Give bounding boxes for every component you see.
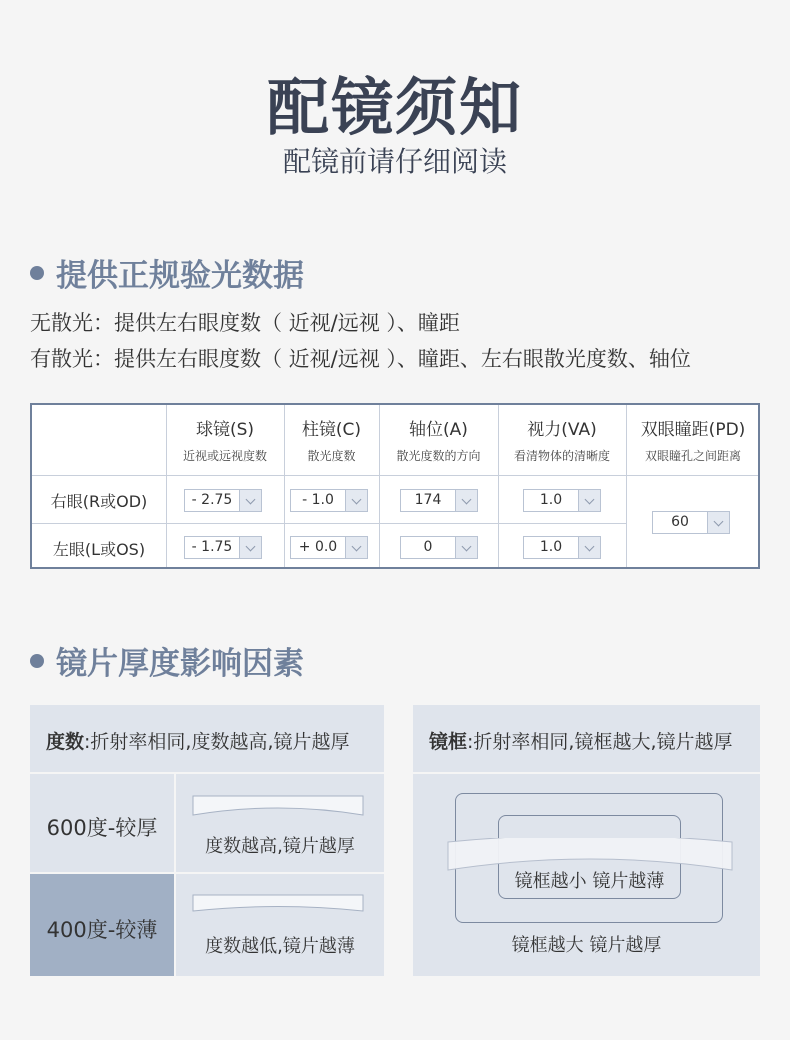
col-header-pd: 双眼瞳距(PD) 双眼瞳孔之间距离: [640, 420, 746, 463]
col-header-axis: 轴位(A) 散光度数的方向: [396, 420, 481, 463]
section-heading-text: 镜片厚度影响因素: [56, 646, 304, 682]
left-va-select[interactable]: 1.0: [523, 536, 601, 559]
power-factor-header: [30, 705, 384, 772]
right-axis-select[interactable]: 174: [400, 489, 478, 512]
col-header-cylinder: 柱镜(C) 散光度数: [301, 420, 362, 463]
row-400-label-cell: [30, 874, 174, 976]
frame-factor-header: [413, 705, 760, 772]
row-600-desc-cell: [176, 774, 384, 872]
large-frame-label: 镜框越大 镜片越厚: [511, 935, 662, 956]
power-label: 度数: [46, 731, 85, 753]
right-sphere-select[interactable]: - 2.75: [184, 489, 262, 512]
section-heading-text: 提供正规验光数据: [56, 258, 304, 294]
row-label-right-eye: 右眼(R或OD): [50, 492, 148, 511]
bullet-dot-icon: [30, 654, 44, 668]
chevron-down-icon: [239, 490, 261, 511]
row-600-desc: 度数越高,镜片越厚: [205, 836, 355, 857]
row-600-label-cell: [30, 774, 174, 872]
astigmatism-line: 有散光：提供左右眼度数（ 近视/远视 ）、瞳距、左右眼散光度数、轴位: [30, 347, 691, 371]
col-header-sphere: 球镜(S) 近视或远视度数: [182, 420, 267, 463]
row-600-label: 600度-较厚: [46, 816, 158, 840]
chevron-down-icon: [239, 537, 261, 558]
power-rule: :折射率相同,度数越高,镜片越厚: [84, 731, 350, 753]
chevron-down-icon: [345, 490, 367, 511]
right-va-select[interactable]: 1.0: [523, 489, 601, 512]
pd-select[interactable]: 60: [652, 511, 730, 534]
row-400-desc-cell: [176, 874, 384, 976]
col-header-va: 视力(VA) 看清物体的清晰度: [513, 420, 610, 463]
prescription-table: [30, 403, 760, 569]
frame-label: 镜框: [429, 731, 468, 753]
bullet-dot-icon: [30, 266, 44, 280]
chevron-down-icon: [578, 490, 600, 511]
left-axis-select[interactable]: 0: [400, 536, 478, 559]
section-heading-thickness: [30, 638, 304, 683]
no-astigmatism-line: 无散光：提供左右眼度数（ 近视/远视 ）、瞳距: [30, 311, 460, 335]
chevron-down-icon: [455, 490, 477, 511]
right-cylinder-select[interactable]: - 1.0: [290, 489, 368, 512]
chevron-down-icon: [578, 537, 600, 558]
row-label-left-eye: 左眼(L或OS): [52, 540, 146, 559]
thick-lens-icon: [192, 795, 364, 819]
left-sphere-select[interactable]: - 1.75: [184, 536, 262, 559]
small-frame-label: 镜框越小 镜片越薄: [514, 871, 665, 892]
frame-rule: :折射率相同,镜框越大,镜片越厚: [467, 731, 733, 753]
chevron-down-icon: [345, 537, 367, 558]
page-subtitle: 配镜前请仔细阅读: [282, 145, 507, 178]
section-heading-prescription: [30, 250, 304, 295]
row-400-label: 400度-较薄: [46, 918, 158, 942]
chevron-down-icon: [455, 537, 477, 558]
page-title: 配镜须知: [266, 71, 523, 144]
chevron-down-icon: [707, 512, 729, 533]
left-cylinder-select[interactable]: + 0.0: [290, 536, 368, 559]
row-400-desc: 度数越低,镜片越薄: [205, 936, 355, 957]
frame-diagram-cell: [413, 774, 760, 976]
thin-lens-icon: [192, 894, 364, 914]
